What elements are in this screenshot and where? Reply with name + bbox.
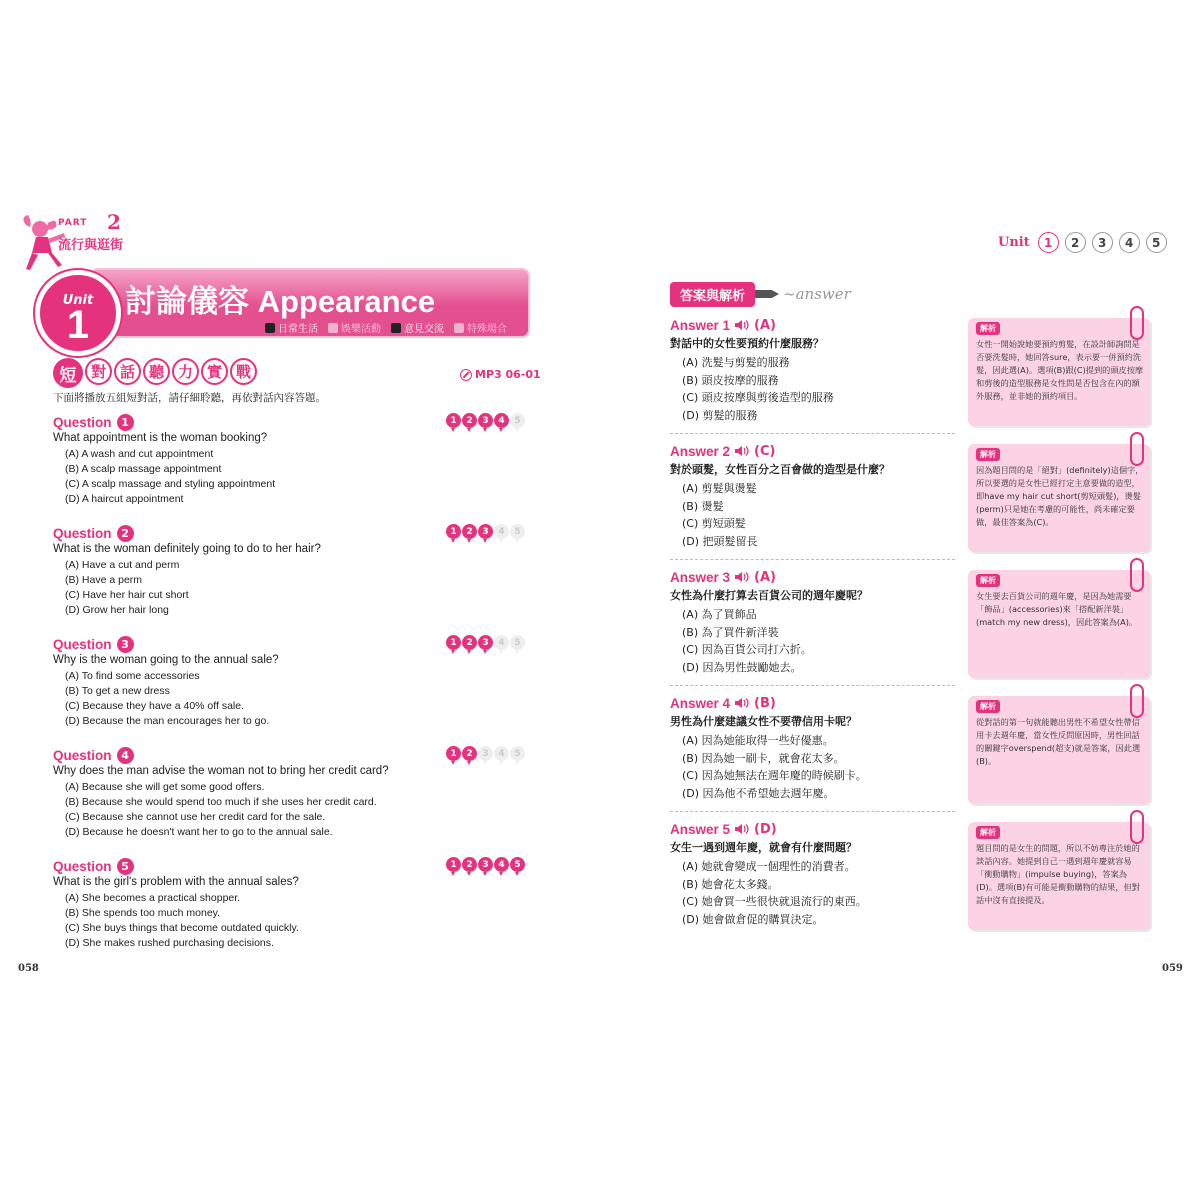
answer-question: 女生一遇到週年慶，就會有什麼問題？: [670, 841, 857, 854]
question-options: [65, 780, 533, 840]
unit-nav-item[interactable]: 5: [1146, 232, 1167, 253]
tag-label: 娛樂活動: [341, 324, 381, 335]
answer-label: Answer 3: [670, 569, 731, 585]
difficulty-dot: 2: [462, 524, 477, 539]
answer-block: [670, 442, 960, 550]
option-a: (A) She becomes a practical shopper.: [65, 892, 241, 904]
difficulty-dots: [446, 857, 525, 872]
note-text: 題目問的是女生的問題，所以不妨專注於她的談話內容。她提到自己一遇到週年慶就容易「衝動購物」(impulse buying)，答案為(D)。選項(B)有可能是衝動購物的結果，但對話中沒有直接提及。: [976, 843, 1140, 905]
option-d: (D) A haircut appointment: [65, 493, 184, 505]
answer-options: [682, 858, 960, 928]
explanation-note: [968, 696, 1150, 804]
difficulty-dot: 1: [446, 857, 461, 872]
question-options: [65, 669, 533, 729]
question-label: Question: [53, 636, 112, 652]
option-b: (B) Because she would spend too much if she uses her credit card.: [65, 796, 377, 808]
answer-label: Answer 2: [670, 443, 731, 459]
answer-block: [670, 694, 960, 802]
option-b: (B) To get a new dress: [65, 685, 170, 697]
answer-label: Answer 5: [670, 821, 731, 837]
note-tag: 解析: [976, 322, 1000, 335]
option-a: (A) 洗髮与剪髮的服務: [682, 356, 790, 369]
tag-label: 日常生活: [278, 324, 318, 335]
section-title-char: 戰: [230, 358, 257, 385]
instruction-text: 下面將播放五組短對話，請仔細聆聽，再依對話內容答題。: [53, 392, 326, 404]
answer-choice: (B): [754, 695, 776, 711]
option-b: (B) 頭皮按摩的服務: [682, 373, 779, 387]
option-b: (B) 她會花太多錢。: [682, 877, 779, 891]
option-d: (D) Because the man encourages her to go.: [65, 715, 270, 727]
section-title-char: 力: [172, 358, 199, 385]
difficulty-dot: 5: [510, 857, 525, 872]
difficulty-dot: 3: [478, 746, 493, 761]
option-c: (C) A scalp massage and styling appointment: [65, 478, 276, 490]
topic-tag: [391, 320, 444, 335]
divider: [670, 811, 955, 812]
answers-title: 答案與解析: [670, 282, 755, 307]
divider: [670, 685, 955, 686]
note-text: 從對話的第一句就能聽出男性不希望女性帶信用卡去週年慶，當女性反問原因時，男性回話的關鍵字overspend(超支)就是答案，因此選(B)。: [976, 717, 1141, 766]
topic-tag: [265, 320, 318, 335]
difficulty-dot: 1: [446, 413, 461, 428]
question-options: [65, 447, 533, 507]
question-block: [53, 413, 533, 507]
option-a: (A) A wash and cut appointment: [65, 448, 214, 460]
unit-nav-item[interactable]: 4: [1119, 232, 1140, 253]
question-number: 2: [117, 525, 134, 542]
option-d: (D) 剪髮的服務: [682, 408, 758, 422]
question-number: 4: [117, 747, 134, 764]
question-text: Why does the man advise the woman not to bring her credit card?: [53, 765, 389, 777]
section-title: [53, 358, 257, 388]
difficulty-dot: 2: [462, 746, 477, 761]
answer-head: [670, 568, 960, 586]
note-text: 因為題目問的是「絕對」(definitely)這個字，所以要選的是女性已經打定主意要做的造型，即have my hair cut short(剪短頭髮)，燙髮(perm)只是她在考慮的可能性，尚未確定要做，最佳答案為(C)。: [976, 465, 1144, 527]
paperclip-icon: [1130, 306, 1144, 340]
option-c: (C) 因為百貨公司打六折。: [682, 643, 812, 656]
question-options: [65, 558, 533, 618]
part-number: 2: [107, 210, 121, 234]
speaker-icon[interactable]: [734, 571, 750, 583]
explanation-note: [968, 444, 1150, 552]
difficulty-dots: [446, 524, 525, 539]
option-b: (B) 因為她一刷卡，就會花太多。: [682, 751, 845, 765]
page-number: 058: [18, 963, 39, 974]
audio-disc-icon: [460, 369, 472, 381]
speaker-icon[interactable]: [734, 319, 750, 331]
answer-options: [682, 354, 960, 424]
difficulty-dot: 2: [462, 413, 477, 428]
option-c: (C) Have her hair cut short: [65, 589, 189, 601]
answer-question: 對於頭髮，女性百分之百會做的造型是什麼？: [670, 463, 890, 476]
mp3-label: MP3 06-01: [475, 368, 541, 381]
difficulty-dot: 2: [462, 857, 477, 872]
option-a: (A) Because she will get some good offers.: [65, 781, 265, 793]
answer-choice: (A): [754, 317, 776, 333]
option-a: (A) 因為她能取得一些好優惠。: [682, 734, 834, 747]
answers-header: [670, 282, 851, 306]
part-label: PART: [58, 218, 88, 228]
difficulty-dot: 4: [494, 524, 509, 539]
answer-question: 對話中的女性要預約什麼服務？: [670, 337, 824, 350]
explanation-note: [968, 570, 1150, 678]
question-label: Question: [53, 414, 112, 430]
tag-box-icon: [454, 323, 464, 333]
answer-choice: (A): [754, 569, 776, 585]
answer-head: [670, 694, 960, 712]
difficulty-dots: [446, 635, 525, 650]
question-text: Why is the woman going to the annual sale?: [53, 654, 279, 666]
answers-script: ~answer: [783, 285, 851, 303]
difficulty-dot: 2: [462, 635, 477, 650]
question-number: 3: [117, 636, 134, 653]
note-tag: 解析: [976, 574, 1000, 587]
answer-head: [670, 820, 960, 838]
unit-number: 1: [66, 303, 90, 347]
part-title: 流行與逛街: [58, 238, 124, 253]
section-title-char: 對: [85, 358, 112, 385]
question-block: [53, 635, 533, 729]
speaker-icon[interactable]: [734, 823, 750, 835]
question-block: [53, 746, 533, 840]
difficulty-dot: 4: [494, 857, 509, 872]
difficulty-dot: 3: [478, 635, 493, 650]
option-d: (D) 她會做倉促的購買決定。: [682, 912, 824, 926]
tag-label: 意見交流: [404, 324, 444, 335]
answer-block: [670, 820, 960, 928]
question-options: [65, 891, 533, 951]
difficulty-dots: [446, 413, 525, 428]
paperclip-icon: [1130, 558, 1144, 592]
answer-block: [670, 316, 960, 424]
answer-label: Answer 1: [670, 317, 731, 333]
tag-box-icon: [328, 323, 338, 333]
section-title-char: 話: [114, 358, 141, 385]
tag-label: 特殊場合: [467, 324, 507, 335]
option-c: (C) She buys things that become outdated quickly.: [65, 922, 299, 934]
explanation-note: [968, 318, 1150, 426]
paperclip-icon: [1130, 684, 1144, 718]
difficulty-dot: 1: [446, 635, 461, 650]
topic-tags: [265, 320, 507, 335]
option-b: (B) 為了買件新洋裝: [682, 625, 779, 639]
answer-block: [670, 568, 960, 676]
speaker-icon[interactable]: [734, 445, 750, 457]
note-text: 女生要去百貨公司的週年慶，是因為她需要「飾品」(accessories)來「搭配新洋裝」(match my new dress)，因此答案為(A)。: [976, 591, 1138, 627]
option-d: (D) Because he doesn't want her to go to the annual sale.: [65, 826, 333, 838]
unit-nav-item[interactable]: 2: [1065, 232, 1086, 253]
option-b: (B) A scalp massage appointment: [65, 463, 222, 475]
question-text: What is the girl's problem with the annual sales?: [53, 876, 299, 888]
option-b: (B) She spends too much money.: [65, 907, 221, 919]
difficulty-dot: 5: [510, 413, 525, 428]
difficulty-dot: 4: [494, 746, 509, 761]
note-text: 女性一開始說她要預約剪髮，在設計師詢問是否要洗髮時，她回答sure，表示要一併預約洗髮，因此選(A)。選項(B)跟(C)提到的頭皮按摩和剪後的造型服務是女性問是否包含在內的額外服務，並非她的預約項目。: [976, 339, 1144, 401]
option-c: (C) Because she cannot use her credit card for the sale.: [65, 811, 326, 823]
difficulty-dot: 1: [446, 524, 461, 539]
difficulty-dot: 4: [494, 635, 509, 650]
option-d: (D) She makes rushed purchasing decisions.: [65, 937, 274, 949]
unit-nav-item[interactable]: 3: [1092, 232, 1113, 253]
tag-box-icon: [391, 323, 401, 333]
option-b: (B) 燙髮: [682, 499, 724, 513]
question-number: 1: [117, 414, 134, 431]
difficulty-dot: 5: [510, 746, 525, 761]
option-a: (A) Have a cut and perm: [65, 559, 180, 571]
unit-nav-item[interactable]: 1: [1038, 232, 1059, 253]
answer-options: [682, 606, 960, 676]
section-title-char: 實: [201, 358, 228, 385]
unit-word: Unit: [62, 293, 94, 308]
option-d: (D) 因為他不希望她去週年慶。: [682, 786, 835, 800]
difficulty-dot: 3: [478, 413, 493, 428]
mp3-track[interactable]: [460, 368, 541, 381]
unit-badge: [35, 270, 121, 356]
option-a: (A) To find some accessories: [65, 670, 200, 682]
option-b: (B) Have a perm: [65, 574, 143, 586]
answer-head: [670, 442, 960, 460]
answer-options: [682, 480, 960, 550]
difficulty-dot: 5: [510, 635, 525, 650]
option-c: (C) 她會買一些很快就退流行的東西。: [682, 895, 867, 908]
option-a: (A) 剪髮與燙髮: [682, 482, 757, 495]
explanation-note: [968, 822, 1150, 930]
question-label: Question: [53, 525, 112, 541]
answer-choice: (D): [754, 821, 777, 837]
option-c: (C) 因為她無法在週年慶的時候刷卡。: [682, 769, 867, 782]
question-label: Question: [53, 747, 112, 763]
answer-question: 女性為什麼打算去百貨公司的週年慶呢？: [670, 589, 868, 602]
question-number: 5: [117, 858, 134, 875]
topic-tag: [328, 320, 381, 335]
question-text: What appointment is the woman booking?: [53, 432, 268, 444]
option-c: (C) 頭皮按摩與剪後造型的服務: [682, 391, 834, 404]
difficulty-dot: 5: [510, 524, 525, 539]
tag-box-icon: [265, 323, 275, 333]
unit-navigation: [998, 232, 1167, 253]
option-a: (A) 她就會變成一個理性的消費者。: [682, 860, 856, 873]
difficulty-dot: 1: [446, 746, 461, 761]
question-label: Question: [53, 858, 112, 874]
divider: [670, 559, 955, 560]
answer-head: [670, 316, 960, 334]
answer-label: Answer 4: [670, 695, 731, 711]
pencil-icon: [755, 290, 779, 298]
difficulty-dot: 3: [478, 857, 493, 872]
divider: [670, 433, 955, 434]
right-page: [600, 0, 1200, 1200]
difficulty-dot: 3: [478, 524, 493, 539]
unit-nav-label: Unit: [998, 235, 1030, 250]
speaker-icon[interactable]: [734, 697, 750, 709]
unit-banner: [35, 268, 530, 347]
unit-title: 討論儀容 Appearance: [125, 284, 436, 319]
option-d: (D) Grow her hair long: [65, 604, 169, 616]
paperclip-icon: [1130, 810, 1144, 844]
option-c: (C) Because they have a 40% off sale.: [65, 700, 244, 712]
question-block: [53, 524, 533, 618]
option-d: (D) 因為男性鼓勵她去。: [682, 660, 802, 674]
page-number: 059: [1162, 963, 1183, 974]
difficulty-dots: [446, 746, 525, 761]
option-a: (A) 為了買飾品: [682, 608, 757, 621]
section-title-char: 聽: [143, 358, 170, 385]
answer-options: [682, 732, 960, 802]
difficulty-dot: 4: [494, 413, 509, 428]
note-tag: 解析: [976, 448, 1000, 461]
answer-question: 男性為什麼建議女性不要帶信用卡呢？: [670, 715, 857, 728]
paperclip-icon: [1130, 432, 1144, 466]
answer-choice: (C): [754, 443, 776, 459]
section-title-char: 短: [53, 358, 83, 388]
question-text: What is the woman definitely going to do to her hair?: [53, 543, 321, 555]
note-tag: 解析: [976, 700, 1000, 713]
option-d: (D) 把頭髮留長: [682, 534, 758, 548]
topic-tag: [454, 320, 507, 335]
option-c: (C) 剪短頭髮: [682, 517, 746, 530]
question-block: [53, 857, 533, 951]
note-tag: 解析: [976, 826, 1000, 839]
